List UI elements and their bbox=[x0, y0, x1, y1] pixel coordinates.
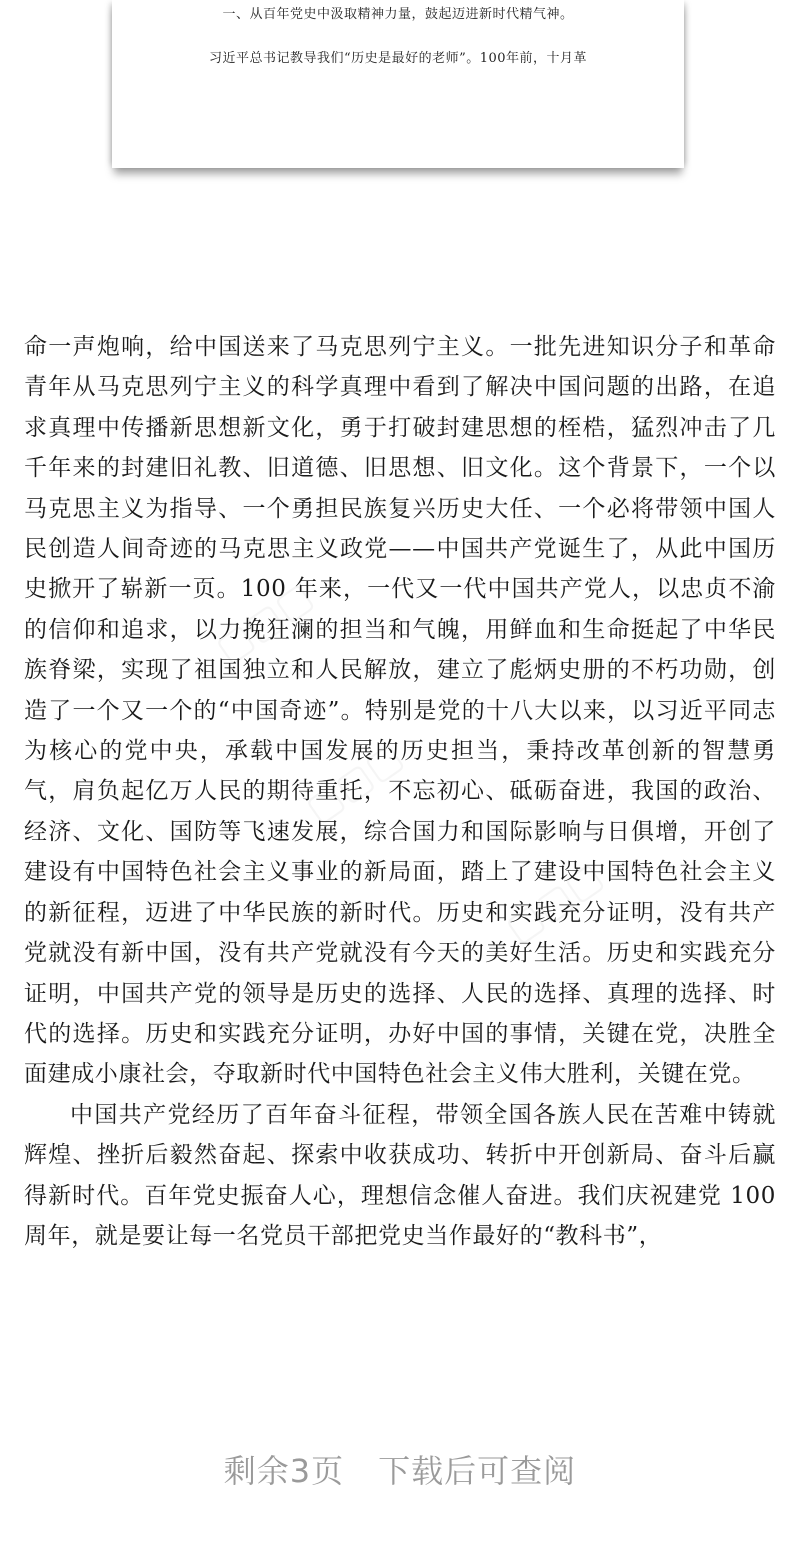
watermark-decoration: ▢▢▢ bbox=[297, 733, 411, 831]
body-paragraph: 命一声炮响，给中国送来了马克思列宁主义。一批先进知识分子和革命青年从马克思列宁主义的科学真理中看到了解决中国问题的出路，在追求真理中传播新思想新文化，勇于打破封建思想的桎梏，猛烈冲击了几千年来的封建旧礼教、旧道德、旧思想、旧文化。这个背景下，一个以马克思主义为指导、一个勇担民族复兴历史大任、一个必将带领中国人民创造人间奇迹的马克思主义政党——中国共产党诞生了，从此中国历史掀开了崭新一页。100 年来，一代又一代中国共产党人，以忠贞不渝的信仰和追求，以力挽狂澜的担当和气魄，用鲜血和生命挺起了中华民族脊梁，实现了祖国独立和人民解放，建立了彪炳史册的不朽功勋，创造了一个又一个的“中国奇迹”。特别是党的十八大以来，以习近平同志为核心的党中央，承载中国发展的历史担当，秉持改革创新的智慧勇气，肩负起亿万人民的期待重托，不忘初心、砥砺奋进，我国的政治、经济、文化、国防等飞速发展，综合国力和国际影响与日俱增，开创了建设有中国特色社会主义事业的新局面，踏上了建设中国特色社会主义的新征程，迈进了中华民族的新时代。历史和实践充分证明，没有共产党就没有新中国，没有共产党就没有今天的美好生活。历史和实践充分证明，中国共产党的领导是历史的选择、人民的选择、真理的选择、时代的选择。历史和实践充分证明，办好中国的事情，关键在党，决胜全面建成小康社会，夺取新时代中国特色社会主义伟大胜利，关键在党。 bbox=[24, 334, 776, 1088]
document-page-preview bbox=[112, 0, 684, 168]
preview-text-line: 习近平总书记教导我们“历史是最好的老师”。100年前，十月革 bbox=[208, 51, 588, 66]
document-body bbox=[24, 327, 776, 1256]
body-paragraph: 中国共产党经历了百年奋斗征程，带领全国各族人民在苦难中铸就辉煌、挫折后毅然奋起、探索中收获成功、转折中开创新局、奋斗后赢得新时代。百年党史振奋人心，理想信念催人奋进。我们庆祝建党 100 周年，就是要让每一名党员干部把党史当作最好的“教科书”， bbox=[24, 1101, 776, 1249]
remaining-pages-label: 剩余3页 bbox=[223, 1452, 345, 1490]
download-prompt[interactable] bbox=[0, 1446, 800, 1492]
preview-heading: 一、从百年党史中汲取精神力量，鼓起迈进新时代精气神。 bbox=[222, 7, 574, 22]
watermark-decoration: ▢▢▢ bbox=[497, 853, 611, 951]
download-to-view-label: 下载后可查阅 bbox=[378, 1452, 577, 1490]
watermark-decoration: ▢▢▢ bbox=[207, 573, 321, 671]
